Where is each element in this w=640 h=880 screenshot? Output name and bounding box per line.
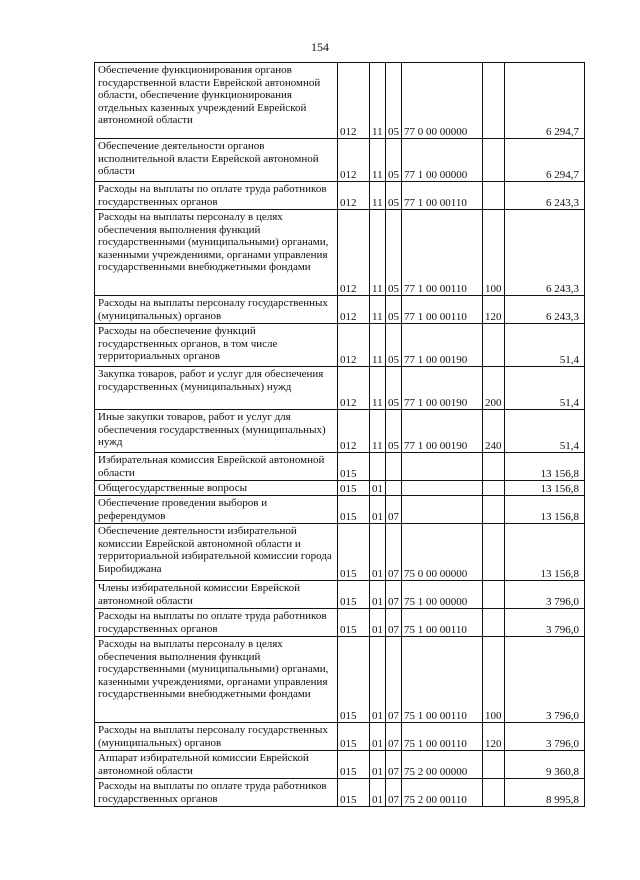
expense-type [483, 324, 505, 367]
amount: 3 796,0 [505, 609, 585, 637]
row-name: Обеспечение деятельности органов исполнительной власти Еврейской автономной области [95, 139, 338, 182]
table-row [95, 296, 585, 324]
table-row [95, 182, 585, 210]
table-row [95, 63, 585, 139]
gov-code: 015 [338, 453, 370, 481]
target-article: 77 1 00 00110 [402, 182, 483, 210]
amount: 6 243,3 [505, 296, 585, 324]
section-code: 01 [370, 723, 386, 751]
table-row [95, 410, 585, 453]
row-name: Обеспечение функционирования органов государственной власти Еврейской автономной области, обеспечение функционирования отдельных казенных учреждений Еврейской автономной области [95, 63, 338, 139]
target-article [402, 496, 483, 524]
amount: 6 294,7 [505, 139, 585, 182]
section-code: 11 [370, 210, 386, 296]
subsection-code: 05 [386, 63, 402, 139]
table-row [95, 453, 585, 481]
gov-code: 012 [338, 367, 370, 410]
target-article: 75 1 00 00110 [402, 609, 483, 637]
section-code: 01 [370, 609, 386, 637]
subsection-code: 05 [386, 410, 402, 453]
table-row [95, 139, 585, 182]
table-row [95, 723, 585, 751]
table-body [95, 63, 585, 807]
row-name: Расходы на выплаты по оплате труда работников государственных органов [95, 182, 338, 210]
subsection-code: 07 [386, 581, 402, 609]
expense-type [483, 609, 505, 637]
expense-type [483, 481, 505, 496]
amount: 6 294,7 [505, 63, 585, 139]
table-row [95, 496, 585, 524]
subsection-code: 07 [386, 779, 402, 807]
target-article: 77 0 00 00000 [402, 63, 483, 139]
target-article: 77 1 00 00190 [402, 367, 483, 410]
subsection-code: 05 [386, 139, 402, 182]
row-name: Аппарат избирательной комиссии Еврейской автономной области [95, 751, 338, 779]
section-code: 11 [370, 182, 386, 210]
expense-type: 200 [483, 367, 505, 410]
gov-code: 012 [338, 182, 370, 210]
row-name: Закупка товаров, работ и услуг для обеспечения государственных (муниципальных) нужд [95, 367, 338, 410]
subsection-code: 07 [386, 637, 402, 723]
gov-code: 012 [338, 210, 370, 296]
row-name: Расходы на выплаты персоналу государственных (муниципальных) органов [95, 723, 338, 751]
gov-code: 012 [338, 410, 370, 453]
amount: 9 360,8 [505, 751, 585, 779]
table-row [95, 210, 585, 296]
gov-code: 015 [338, 779, 370, 807]
subsection-code: 05 [386, 182, 402, 210]
amount: 51,4 [505, 410, 585, 453]
subsection-code [386, 453, 402, 481]
gov-code: 012 [338, 63, 370, 139]
section-code [370, 453, 386, 481]
expense-type [483, 581, 505, 609]
target-article: 77 1 00 00190 [402, 410, 483, 453]
budget-table [94, 62, 585, 807]
amount: 3 796,0 [505, 723, 585, 751]
amount: 51,4 [505, 324, 585, 367]
gov-code: 015 [338, 581, 370, 609]
subsection-code: 07 [386, 609, 402, 637]
table-row [95, 481, 585, 496]
table-row [95, 609, 585, 637]
table-row [95, 637, 585, 723]
section-code: 11 [370, 367, 386, 410]
table-row [95, 324, 585, 367]
amount: 3 796,0 [505, 581, 585, 609]
table-row [95, 751, 585, 779]
expense-type [483, 496, 505, 524]
section-code: 11 [370, 139, 386, 182]
target-article: 75 2 00 00000 [402, 751, 483, 779]
expense-type: 120 [483, 723, 505, 751]
expense-type [483, 453, 505, 481]
section-code: 01 [370, 751, 386, 779]
expense-type: 100 [483, 637, 505, 723]
target-article: 75 1 00 00110 [402, 637, 483, 723]
expense-type [483, 779, 505, 807]
section-code: 01 [370, 496, 386, 524]
gov-code: 012 [338, 139, 370, 182]
amount: 13 156,8 [505, 524, 585, 581]
row-name: Расходы на выплаты по оплате труда работников государственных органов [95, 779, 338, 807]
section-code: 01 [370, 581, 386, 609]
expense-type [483, 63, 505, 139]
expense-type: 120 [483, 296, 505, 324]
target-article: 75 1 00 00110 [402, 723, 483, 751]
section-code: 11 [370, 63, 386, 139]
gov-code: 012 [338, 296, 370, 324]
section-code: 11 [370, 410, 386, 453]
amount: 8 995,8 [505, 779, 585, 807]
expense-type [483, 751, 505, 779]
target-article: 77 1 00 00110 [402, 296, 483, 324]
subsection-code: 07 [386, 496, 402, 524]
section-code: 11 [370, 324, 386, 367]
amount: 6 243,3 [505, 210, 585, 296]
row-name: Члены избирательной комиссии Еврейской автономной области [95, 581, 338, 609]
amount: 13 156,8 [505, 453, 585, 481]
subsection-code: 05 [386, 210, 402, 296]
amount: 3 796,0 [505, 637, 585, 723]
amount: 51,4 [505, 367, 585, 410]
amount: 13 156,8 [505, 496, 585, 524]
section-code: 01 [370, 524, 386, 581]
gov-code: 015 [338, 637, 370, 723]
row-name: Обеспечение деятельности избирательной комиссии Еврейской автономной области и территориальной избирательной комиссии города Биробиджана [95, 524, 338, 581]
gov-code: 015 [338, 609, 370, 637]
target-article [402, 453, 483, 481]
amount: 6 243,3 [505, 182, 585, 210]
expense-type: 100 [483, 210, 505, 296]
row-name: Общегосударственные вопросы [95, 481, 338, 496]
target-article: 77 1 00 00110 [402, 210, 483, 296]
row-name: Расходы на выплаты по оплате труда работников государственных органов [95, 609, 338, 637]
page-number: 154 [311, 40, 329, 54]
gov-code: 012 [338, 324, 370, 367]
subsection-code: 07 [386, 524, 402, 581]
subsection-code [386, 481, 402, 496]
row-name: Расходы на обеспечение функций государственных органов, в том числе территориальных органов [95, 324, 338, 367]
table-row [95, 581, 585, 609]
target-article: 75 1 00 00000 [402, 581, 483, 609]
section-code: 01 [370, 481, 386, 496]
expense-type [483, 139, 505, 182]
target-article: 77 1 00 00190 [402, 324, 483, 367]
gov-code: 015 [338, 723, 370, 751]
section-code: 11 [370, 296, 386, 324]
row-name: Расходы на выплаты персоналу в целях обеспечения выполнения функций государственными (муниципальными) органами, казенными учреждениями, органами управления государственными внебюджетными фондами [95, 637, 338, 723]
section-code: 01 [370, 779, 386, 807]
row-name: Расходы на выплаты персоналу государственных (муниципальных) органов [95, 296, 338, 324]
subsection-code: 07 [386, 751, 402, 779]
subsection-code: 05 [386, 367, 402, 410]
table-row [95, 779, 585, 807]
expense-type [483, 524, 505, 581]
target-article: 75 2 00 00110 [402, 779, 483, 807]
expense-type: 240 [483, 410, 505, 453]
target-article: 75 0 00 00000 [402, 524, 483, 581]
subsection-code: 05 [386, 324, 402, 367]
target-article: 77 1 00 00000 [402, 139, 483, 182]
row-name: Обеспечение проведения выборов и референдумов [95, 496, 338, 524]
amount: 13 156,8 [505, 481, 585, 496]
section-code: 01 [370, 637, 386, 723]
table-row [95, 524, 585, 581]
table-row [95, 367, 585, 410]
row-name: Иные закупки товаров, работ и услуг для обеспечения государственных (муниципальных) нужд [95, 410, 338, 453]
gov-code: 015 [338, 481, 370, 496]
subsection-code: 05 [386, 296, 402, 324]
row-name: Избирательная комиссия Еврейской автономной области [95, 453, 338, 481]
gov-code: 015 [338, 751, 370, 779]
gov-code: 015 [338, 496, 370, 524]
subsection-code: 07 [386, 723, 402, 751]
expense-type [483, 182, 505, 210]
gov-code: 015 [338, 524, 370, 581]
target-article [402, 481, 483, 496]
row-name: Расходы на выплаты персоналу в целях обеспечения выполнения функций государственными (муниципальными) органами, казенными учреждениями, органами управления государственными внебюджетными фондами [95, 210, 338, 296]
